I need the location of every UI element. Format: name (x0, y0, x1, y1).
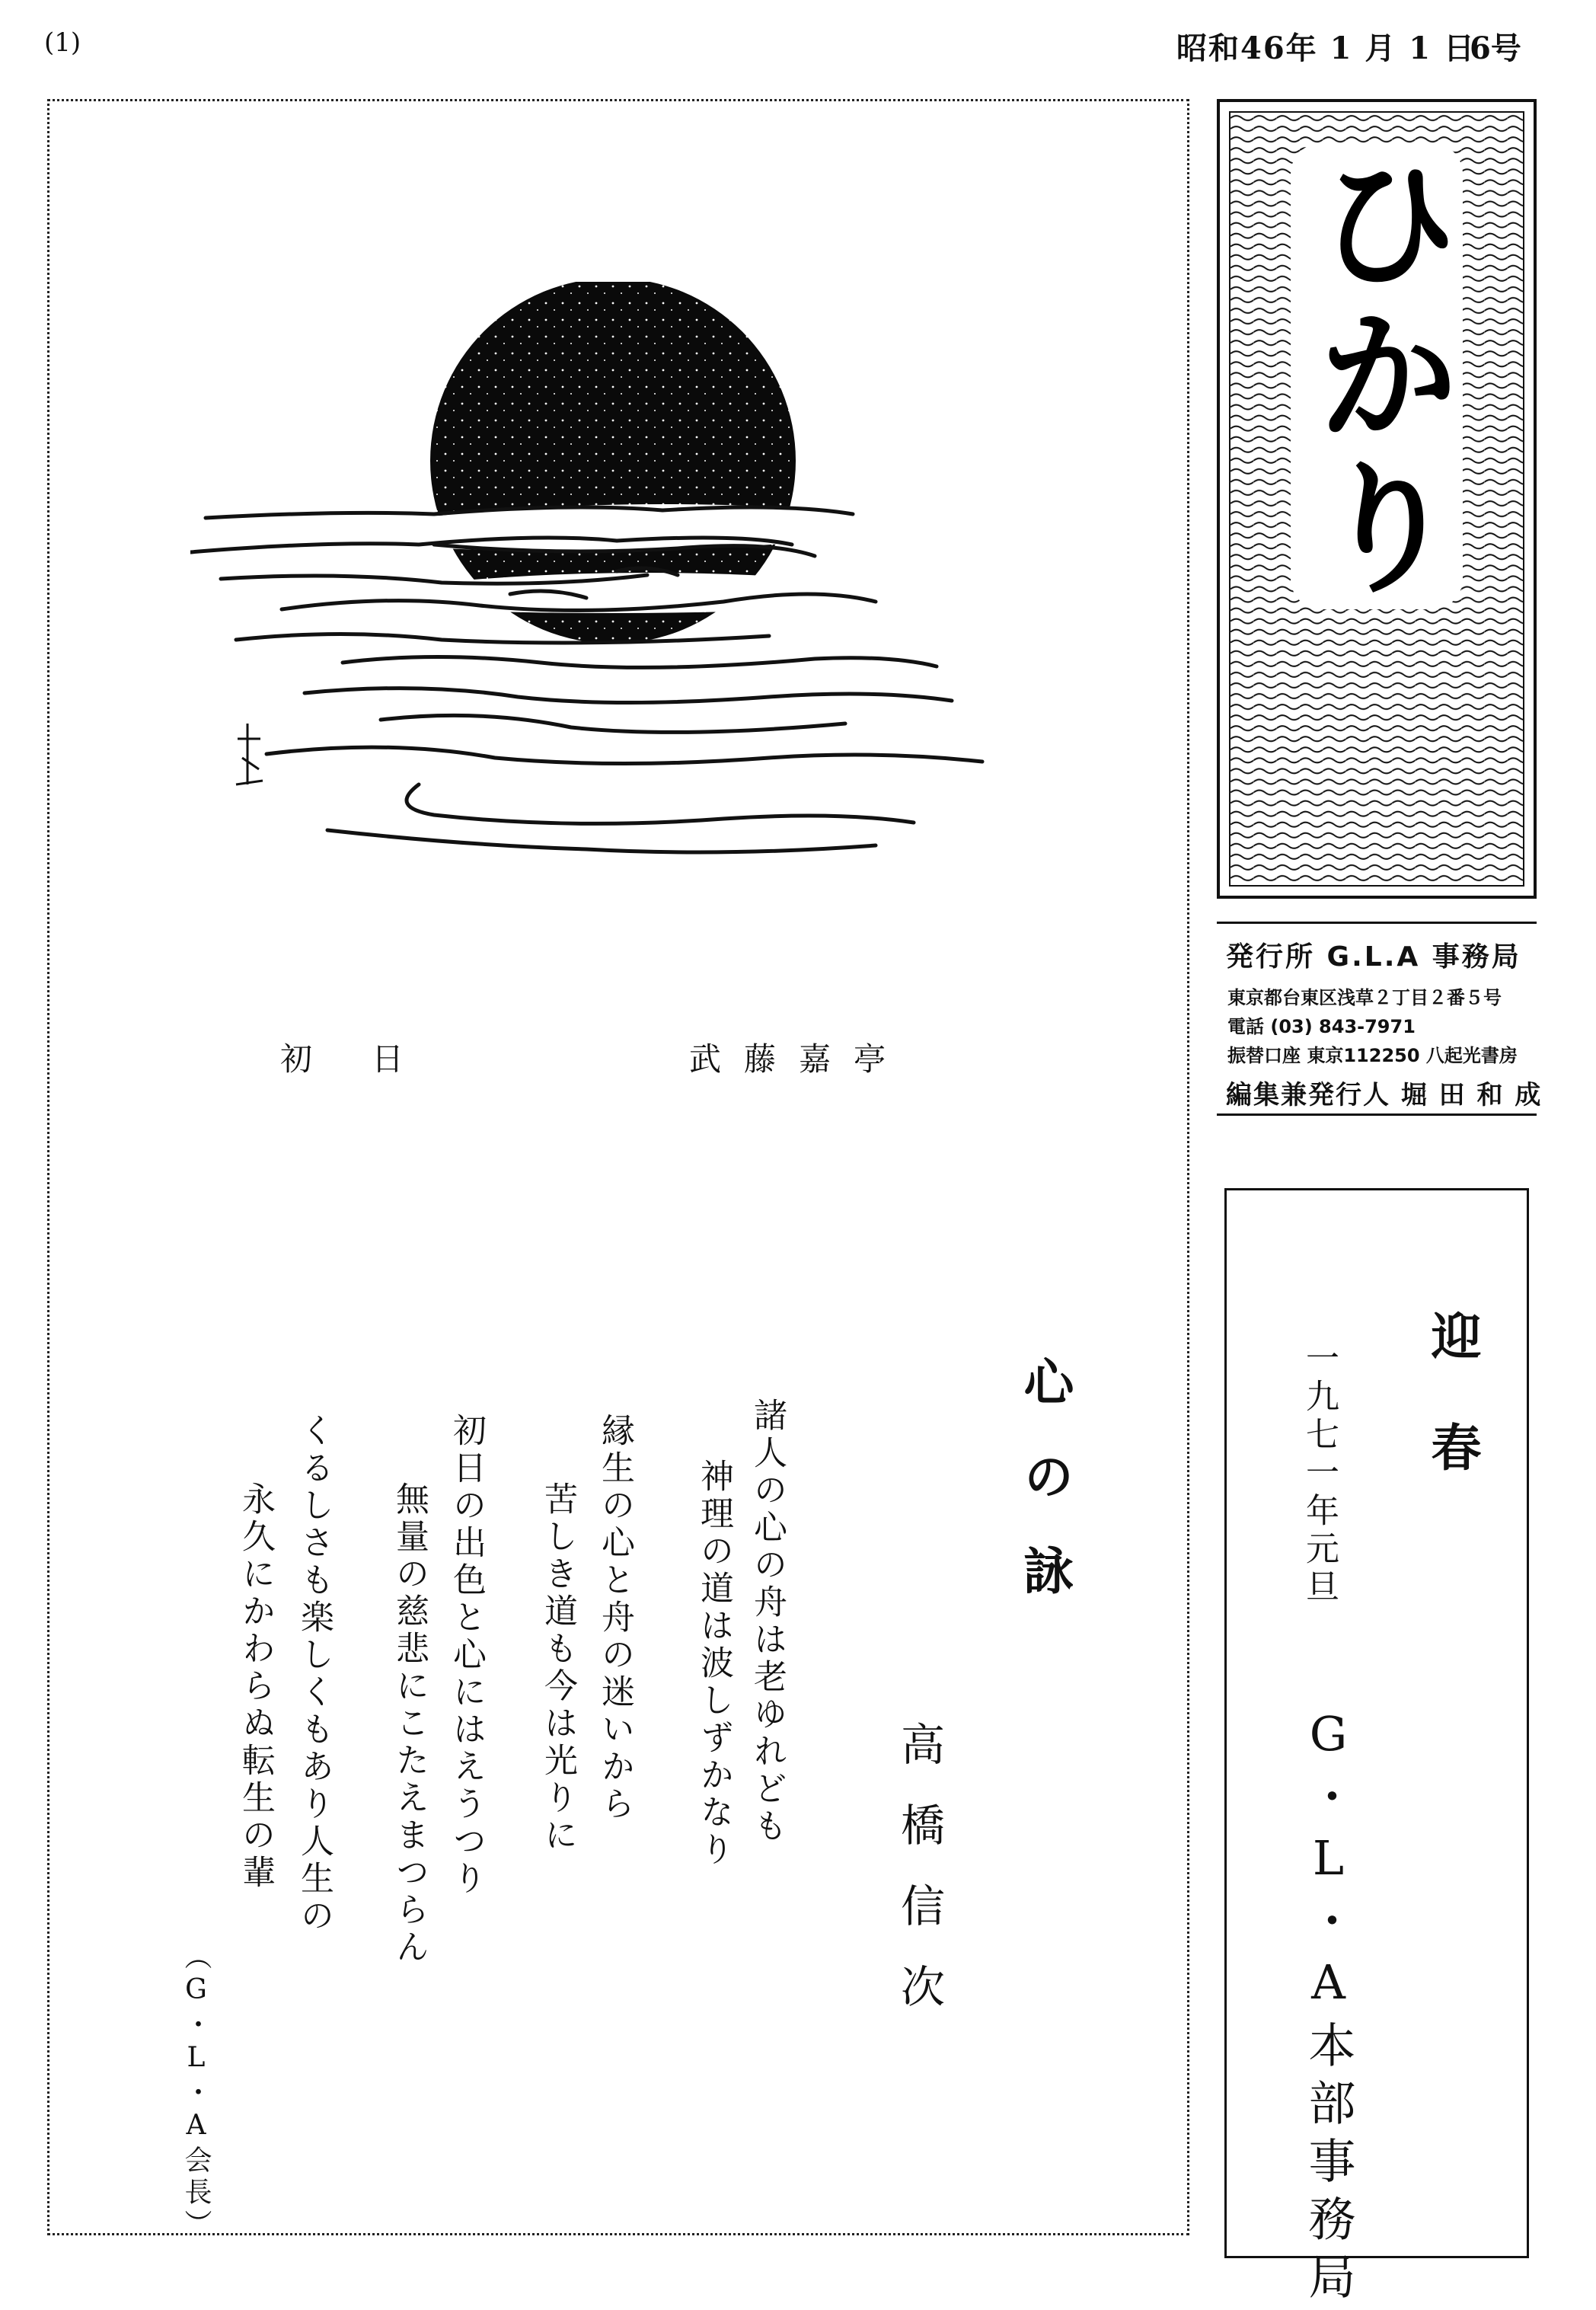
poem-line: 苦しき道も今は光りに (538, 1481, 577, 1855)
page-number: (1) (44, 27, 81, 58)
masthead (1217, 99, 1537, 899)
publisher-phone: 電話 (03) 843-7971 (1227, 1016, 1416, 1037)
illustration-caption-artist: 武藤嘉亭 (689, 1040, 909, 1078)
poem-line: 無量の慈悲にこたえまつらん (390, 1481, 429, 1967)
publisher-name: 発行所 G.L.A 事務局 (1226, 941, 1521, 973)
masthead-wave-background (1229, 111, 1524, 887)
divider (1217, 922, 1537, 924)
publisher-account: 振替口座 東京112250 八起光書房 (1227, 1045, 1518, 1066)
poem-signature: （G・L・A会長） (180, 1942, 212, 2241)
publisher-address: 東京都台東区浅草２丁目２番５号 (1227, 987, 1502, 1008)
poem-line: くるしさも楽しくもあり人生の (295, 1413, 334, 1935)
publisher-editor: 編集兼発行人 堀 田 和 成 (1226, 1080, 1543, 1110)
masthead-title-text: ひかり (1291, 143, 1463, 609)
poem-title: 心の詠 (1015, 1356, 1074, 1639)
poem-line: 神理の道は波しずかなり (694, 1459, 733, 1869)
greeting-date: 一九七一年元旦 (1300, 1340, 1339, 1607)
greeting-organization: G・L・A本部事務局 (1301, 1706, 1356, 2310)
poem-line: 初日の出色と心にはえうつり (447, 1413, 486, 1898)
poem-author: 高橋信次 (893, 1721, 945, 2044)
poem-line: 永久にかわらぬ転生の輩 (236, 1481, 275, 1892)
illustration-caption-title: 初日 (280, 1040, 464, 1078)
issue-date: 昭和46年 1 月 1 日 (1176, 30, 1476, 66)
sun-illustration (190, 282, 1005, 891)
poem-line: 諸人の心の舟は老ゆれども (748, 1398, 787, 1845)
divider (1217, 1113, 1537, 1116)
issue-number: 6号 (1470, 30, 1521, 66)
poem-line: 縁生の心と舟の迷いから (595, 1413, 634, 1823)
masthead-title (1231, 143, 1523, 609)
greeting-main: 迎春 (1422, 1310, 1482, 1532)
